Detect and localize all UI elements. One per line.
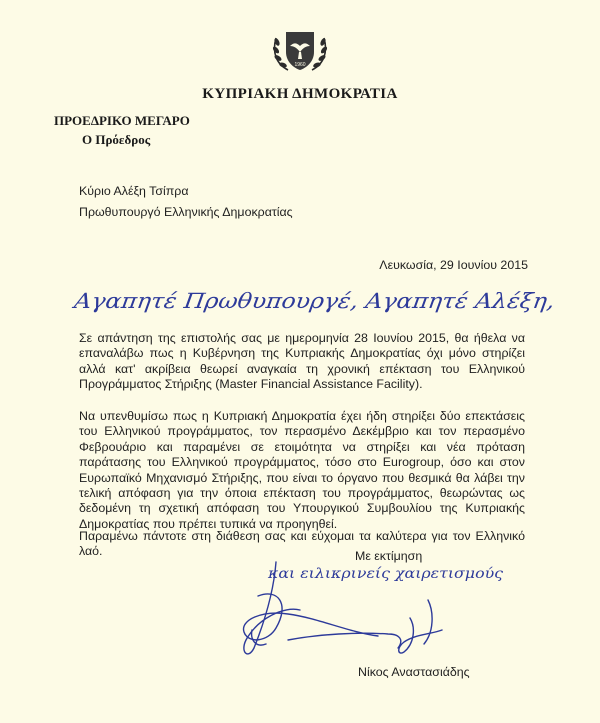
emblem-year: 1960 xyxy=(294,62,306,68)
recipient-block xyxy=(79,181,293,223)
recipient-title: Πρωθυπουργό Ελληνικής Δημοκρατίας xyxy=(79,205,293,219)
office-title: Ο Πρόεδρος xyxy=(82,132,151,147)
date-line: Λευκωσία, 29 Ιουνίου 2015 xyxy=(379,258,528,272)
recipient-name: Κύριο Αλέξη Τσίπρα xyxy=(79,184,189,198)
body-paragraph-1: Σε απάντηση της επιστολής σας με ημερομηνία 28 Ιουνίου 2015, θα ήθελα να επαναλάβω πως η Κυβέρνηση της Κυπριακής Δημοκρατίας όχι μόνο στηρίζει αλλά κατ' ακρίβεια θεωρεί αναγκαία τη χρονική επέκταση του Ελληνικού Προγράμματος Στήριξης (Master Financial Assistance Facility). xyxy=(79,331,525,392)
country-heading: ΚΥΠΡΙΑΚΗ ΔΗΜΟΚΡΑΤΙΑ xyxy=(202,86,398,102)
signatory-name: Νίκος Αναστασιάδης xyxy=(358,665,470,679)
body-paragraph-3: Παραμένω πάντοτε στη διάθεση σας και εύχομαι τα καλύτερα για τον Ελληνικό λαό. xyxy=(79,529,525,559)
body-paragraph-2: Να υπενθυμίσω πως η Κυπριακή Δημοκρατία έχει ήδη στηρίξει δύο επεκτάσεις του Ελληνικού προγράμματος, τον περασμένο Δεκέμβριο και τον περασμένο Φεβρουάριο και παραμένει σε ετοιμότητα να στηρίξει και νέα πρόταση παράτασης του Ελληνικού προγράμματος, τόσο στο Eurogroup, όσο και στον Ευρωπαϊκό Μηχανισμό Στήριξης, που είναι το όργανο που θεσμικά θα λάβει την τελική απόφαση για την όποια επέκταση του προγράμματος, θεωρώντας ως δεδομένη τη σχετική απόφαση του Υπουργικού Συμβουλίου της Κυπριακής Δημοκρατίας που πρέπει τυπικά να προηγηθεί. xyxy=(79,409,525,531)
handwritten-signature xyxy=(228,548,528,666)
cyprus-coat-of-arms-icon xyxy=(268,26,332,74)
office-name: ΠΡΟΕΔΡΙΚΟ ΜΕΓΑΡΟ xyxy=(54,113,190,128)
handwritten-closing: και ειλικρινείς χαιρετισμούς xyxy=(268,566,477,582)
closing-line: Με εκτίμηση xyxy=(355,549,423,563)
office-heading xyxy=(54,111,190,149)
handwritten-salutation-text: Αγαπητέ Πρωθυπουργέ, Αγαπητέ Αλέξη, xyxy=(72,288,505,313)
handwritten-salutation xyxy=(70,262,560,324)
